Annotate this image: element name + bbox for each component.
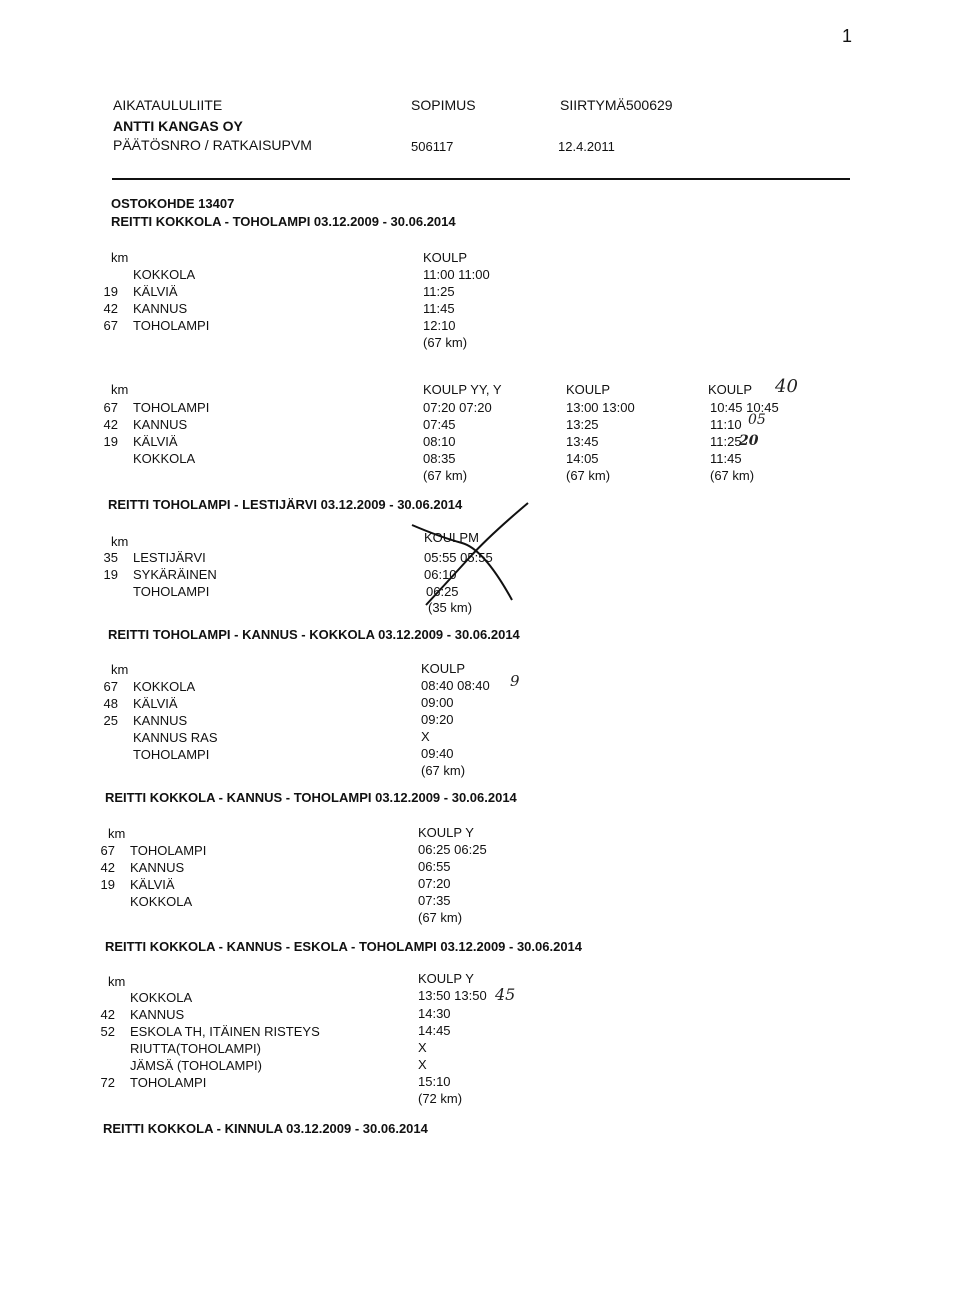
stop-name: KANNUS <box>133 713 188 728</box>
stop-name: TOHOLAMPI <box>133 400 210 415</box>
route-title: REITTI KOKKOLA - TOHOLAMPI 03.12.2009 - 30.06.2014 <box>111 214 456 229</box>
stop-time: 07:35 <box>418 893 451 908</box>
schedule-header: KOULP <box>708 382 753 397</box>
stop-time: 10:45 10:45 <box>710 400 779 415</box>
stop-time: 11:45 <box>423 301 455 316</box>
route-title: REITTI KOKKOLA - KANNUS - ESKOLA - TOHOLAMPI 03.12.2009 - 30.06.2014 <box>105 939 583 954</box>
handwritten-note: 05 <box>748 412 766 428</box>
stop-time: 14:30 <box>418 1006 451 1021</box>
stop-km: 67 <box>103 679 118 694</box>
schedule-header: KOULP Y <box>418 971 474 986</box>
stop-name: TOHOLAMPI <box>133 747 210 762</box>
stop-time: 06:10 <box>424 567 457 582</box>
stop-km: 42 <box>103 301 118 316</box>
handwritten-note: 20 <box>739 433 759 449</box>
stop-time: 13:45 <box>566 434 599 449</box>
stop-time: 13:50 13:50 <box>418 988 487 1003</box>
route-distance: (67 km) <box>421 763 466 778</box>
handwritten-note: 40 <box>775 376 798 397</box>
stop-time: 07:20 07:20 <box>423 400 492 415</box>
stop-name: KANNUS RAS <box>133 730 218 745</box>
header-type: AIKATAULULIITE <box>113 97 223 113</box>
route-distance: (67 km) <box>418 910 463 925</box>
stop-name: KOKKOLA <box>133 267 196 282</box>
stop-time: 11:10 <box>710 417 742 432</box>
km-header: km <box>108 826 126 841</box>
stop-name: TOHOLAMPI <box>130 843 207 858</box>
stop-time: X <box>421 729 430 744</box>
schedule-header: KOULP YY, Y <box>423 382 502 397</box>
stop-time: 08:35 <box>423 451 456 466</box>
stop-km: 42 <box>103 417 118 432</box>
stop-time: 05:55 05:55 <box>424 550 493 565</box>
route-title: REITTI KOKKOLA - KINNULA 03.12.2009 - 30.06.2014 <box>103 1121 428 1136</box>
stop-time: 07:20 <box>418 876 451 891</box>
stop-km: 25 <box>103 713 118 728</box>
header-decision-date: 12.4.2011 <box>558 139 615 154</box>
stop-km: 35 <box>103 550 118 565</box>
strike-through-mark <box>400 495 540 615</box>
stop-time: 11:45 <box>710 451 742 466</box>
stop-km: 48 <box>103 696 118 711</box>
handwritten-note: 45 <box>495 985 516 1004</box>
stop-time: X <box>418 1040 427 1055</box>
header-contract-label: SOPIMUS <box>411 97 476 113</box>
stop-km: 67 <box>103 400 118 415</box>
stop-name: KOKKOLA <box>133 679 196 694</box>
stop-name: SYKÄRÄINEN <box>133 567 217 582</box>
stop-time: 11:00 11:00 <box>423 267 490 282</box>
stop-km: 42 <box>100 1007 115 1022</box>
km-header: km <box>111 382 129 397</box>
stop-km: 42 <box>100 860 115 875</box>
schedule-header: KOULP <box>421 661 466 676</box>
stop-km: 19 <box>103 284 118 299</box>
stop-time: 14:45 <box>418 1023 451 1038</box>
stop-name: KANNUS <box>130 1007 185 1022</box>
header-transfer-id: SIIRTYMÄ500629 <box>560 97 673 113</box>
stop-name: KÄLVIÄ <box>133 696 178 711</box>
stop-name: KOKKOLA <box>130 990 193 1005</box>
stop-km: 19 <box>103 434 118 449</box>
schedule-header: KOULPM <box>424 530 479 545</box>
handwritten-note: 9 <box>510 672 520 690</box>
route-distance: (67 km) <box>566 468 611 483</box>
stop-km: 19 <box>103 567 118 582</box>
header-company: ANTTI KANGAS OY <box>113 118 243 134</box>
header-divider <box>112 178 850 180</box>
stop-name: KOKKOLA <box>133 451 196 466</box>
stop-km: 72 <box>100 1075 115 1090</box>
ostokohde: OSTOKOHDE 13407 <box>111 196 235 211</box>
stop-name: KÄLVIÄ <box>130 877 175 892</box>
km-header: km <box>108 974 126 989</box>
stop-name: RIUTTA(TOHOLAMPI) <box>130 1041 261 1056</box>
stop-time: 06:25 06:25 <box>418 842 487 857</box>
route-title: REITTI KOKKOLA - KANNUS - TOHOLAMPI 03.12.2009 - 30.06.2014 <box>105 790 517 805</box>
stop-name: ESKOLA TH, ITÄINEN RISTEYS <box>130 1024 320 1039</box>
schedule-header: KOULP Y <box>418 825 474 840</box>
header-contract-number: 506117 <box>411 139 454 154</box>
stop-name: KOKKOLA <box>130 894 193 909</box>
stop-name: KÄLVIÄ <box>133 284 178 299</box>
stop-time: 12:10 <box>423 318 456 333</box>
route-distance: (67 km) <box>423 468 468 483</box>
stop-name: TOHOLAMPI <box>133 318 210 333</box>
km-header: km <box>111 534 129 549</box>
route-distance: (72 km) <box>418 1091 463 1106</box>
stop-name: JÄMSÄ (TOHOLAMPI) <box>130 1058 262 1073</box>
stop-km: 67 <box>100 843 115 858</box>
stop-time: 11:25 <box>710 434 742 449</box>
stop-time: 14:05 <box>566 451 599 466</box>
stop-time: 13:00 13:00 <box>566 400 635 415</box>
stop-km: 19 <box>100 877 115 892</box>
schedule-header: KOULP <box>566 382 611 397</box>
route-distance: (35 km) <box>428 600 473 615</box>
header-decision-label: PÄÄTÖSNRO / RATKAISUPVM <box>113 137 312 153</box>
route-distance: (67 km) <box>423 335 468 350</box>
route-title: REITTI TOHOLAMPI - LESTIJÄRVI 03.12.2009 - 30.06.2014 <box>108 497 463 512</box>
km-header: km <box>111 662 129 677</box>
stop-name: KANNUS <box>133 301 188 316</box>
stop-time: 08:40 08:40 <box>421 678 490 693</box>
stop-time: 09:40 <box>421 746 454 761</box>
stop-time: 06:55 <box>418 859 451 874</box>
route-distance: (67 km) <box>710 468 755 483</box>
stop-time: X <box>418 1057 427 1072</box>
stop-name: KÄLVIÄ <box>133 434 178 449</box>
stop-time: 08:10 <box>423 434 456 449</box>
stop-km: 52 <box>100 1024 115 1039</box>
stop-time: 09:00 <box>421 695 454 710</box>
stop-time: 11:25 <box>423 284 455 299</box>
route-title: REITTI TOHOLAMPI - KANNUS - KOKKOLA 03.12.2009 - 30.06.2014 <box>108 627 520 642</box>
stop-name: LESTIJÄRVI <box>133 550 206 565</box>
stop-name: KANNUS <box>133 417 188 432</box>
schedule-header: KOULP <box>423 250 468 265</box>
stop-name: TOHOLAMPI <box>133 584 210 599</box>
stop-time: 09:20 <box>421 712 454 727</box>
stop-time: 15:10 <box>418 1074 451 1089</box>
page-number: 1 <box>842 26 853 46</box>
stop-time: 13:25 <box>566 417 599 432</box>
stop-name: KANNUS <box>130 860 185 875</box>
stop-name: TOHOLAMPI <box>130 1075 207 1090</box>
km-header: km <box>111 250 129 265</box>
stop-time: 07:45 <box>423 417 456 432</box>
stop-km: 67 <box>103 318 118 333</box>
stop-time: 06:25 <box>426 584 459 599</box>
